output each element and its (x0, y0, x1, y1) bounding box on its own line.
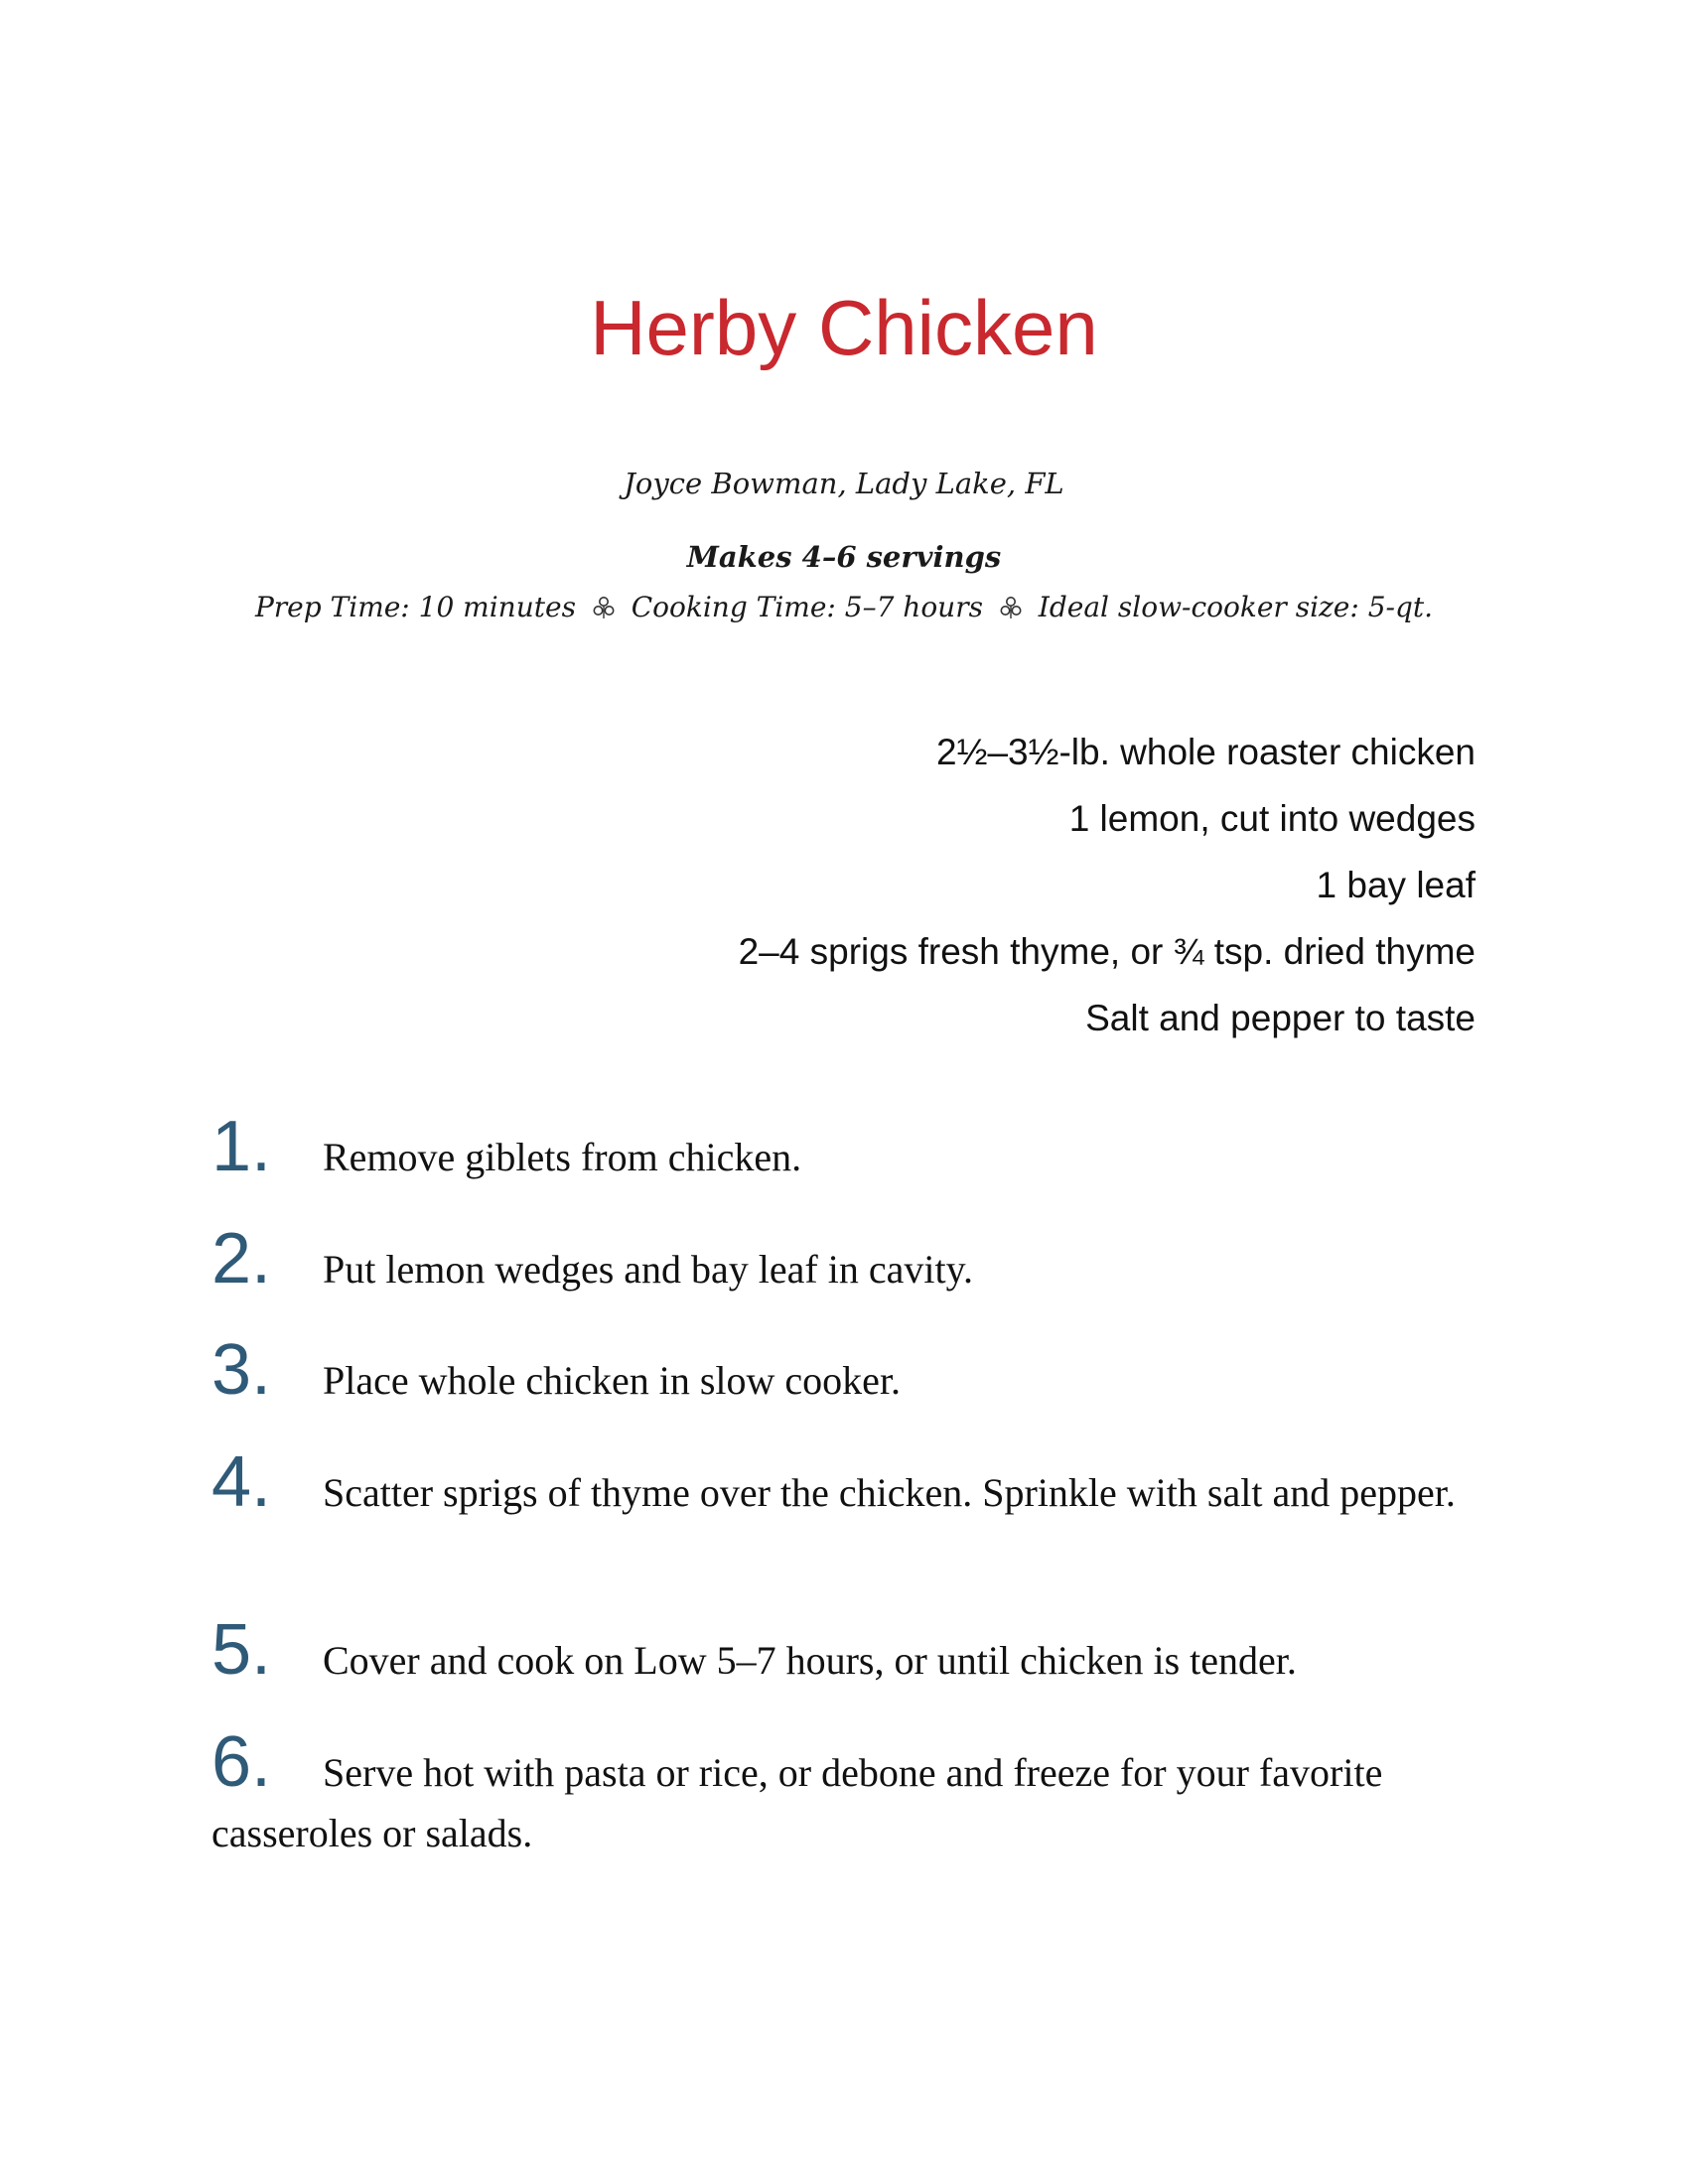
instruction-step (211, 1610, 1492, 1691)
step-number: 2. (211, 1219, 272, 1298)
trefoil-ornament-icon (591, 595, 617, 620)
step-text: Remove giblets from chicken. (323, 1135, 802, 1179)
cooker-size: Ideal slow-cooker size: 5-qt. (1038, 591, 1434, 623)
time-info-line (0, 588, 1688, 627)
ingredient-list (483, 728, 1476, 1060)
cooking-time: Cooking Time: 5–7 hours (631, 591, 983, 623)
step-text: Serve hot with pasta or rice, or debone and freeze for your favorite casseroles or salads. (211, 1750, 1383, 1855)
step-text: Scatter sprigs of thyme over the chicken. Sprinkle with salt and pepper. (323, 1470, 1456, 1515)
ingredient-item: 2½–3½-lb. whole roaster chicken (936, 732, 1476, 772)
step-text: Put lemon wedges and bay leaf in cavity. (323, 1247, 973, 1292)
step-number: 1. (211, 1107, 272, 1186)
ingredient-item: 1 bay leaf (1316, 865, 1476, 905)
recipe-title: Herby Chicken (590, 284, 1098, 371)
step-text: Place whole chicken in slow cooker. (323, 1358, 902, 1403)
step-number: 3. (211, 1330, 272, 1410)
trefoil-ornament-icon (998, 595, 1024, 620)
step-number: 6. (211, 1722, 272, 1802)
instruction-step (211, 1442, 1492, 1523)
ingredient-item: Salt and pepper to taste (1085, 998, 1476, 1038)
step-number: 5. (211, 1610, 272, 1690)
ingredient-item: 2–4 sprigs fresh thyme, or ¾ tsp. dried thyme (738, 931, 1476, 972)
instruction-step (211, 1219, 1492, 1299)
servings-line: Makes 4–6 servings (686, 540, 1002, 574)
step-number: 4. (211, 1442, 272, 1522)
prep-time: Prep Time: 10 minutes (254, 591, 576, 623)
instruction-step (211, 1722, 1492, 1863)
step-text: Cover and cook on Low 5–7 hours, or until chicken is tender. (323, 1638, 1297, 1683)
instruction-step (211, 1330, 1492, 1411)
ingredient-item: 1 lemon, cut into wedges (1068, 798, 1476, 839)
recipe-author: Joyce Bowman, Lady Lake, FL (624, 467, 1064, 500)
instruction-step (211, 1107, 1492, 1187)
